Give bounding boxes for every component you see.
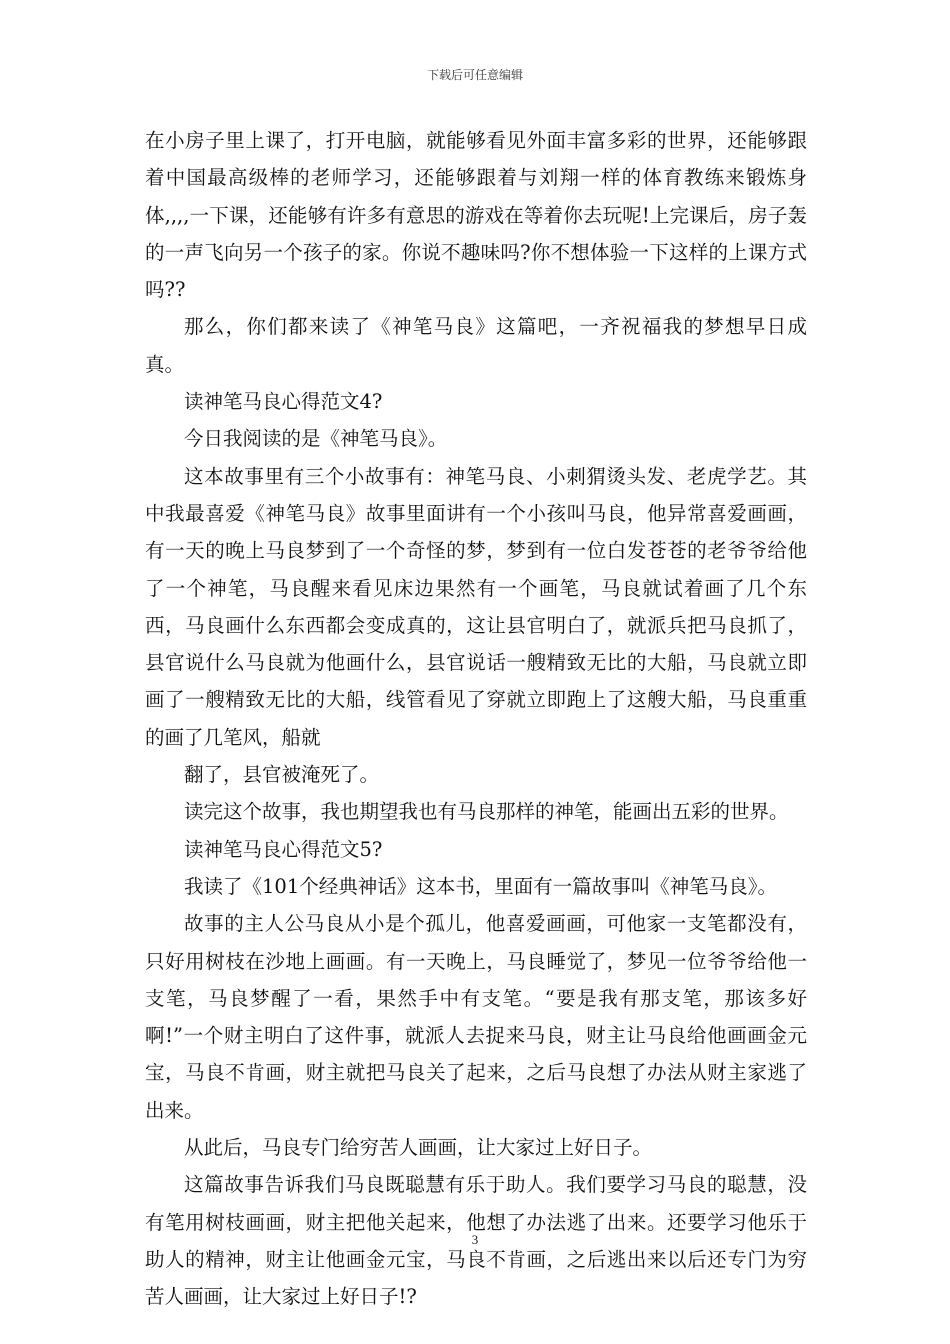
page-header: 下载后可任意编辑 bbox=[426, 68, 523, 82]
paragraph-story-5: 故事的主人公马良从小是个孤儿，他喜爱画画，可他家一支笔都没有，只好用树枝在沙地上画画。有一天晚上，马良睡觉了，梦见一位爷爷给他一支笔，马良梦醒了一看，果然手中有支笔。“要是我有那支笔，那该多好啊!”一个财主明白了这件事，就派人去捉来马良，财主让马良给他画画金元宝，马良不肯画，财主就把马良关了起来，之后马良想了办法从财主家逃了出来。 bbox=[145, 912, 807, 1122]
paragraph-afterward-5: 从此后，马良专门给穷苦人画画，让大家过上好日子。 bbox=[184, 1136, 653, 1160]
section-heading-5: 读神笔马良心得范文5? bbox=[184, 837, 383, 861]
page-number: 3 bbox=[471, 1232, 479, 1247]
paragraph-lesson-5: 这篇故事告诉我们马良既聪慧有乐于助人。我们要学习马良的聪慧，没有笔用树枝画画，财主把他关起来，他想了办法逃了出来。还要学习他乐于助人的精神，财主让他画金元宝，马良不肯画，之后逃出来以后还专门为穷苦人画画，让大家过上好日子!? bbox=[145, 1173, 807, 1309]
paragraph-intro-4: 今日我阅读的是《神笔马良》。 bbox=[184, 427, 448, 451]
paragraph-blessing: 那么，你们都来读了《神笔马良》这篇吧，一齐祝福我的梦想早日成真。 bbox=[145, 315, 807, 376]
paragraph-intro-5: 我读了《101个经典神话》这本书，里面有一篇故事叫《神笔马良》。 bbox=[184, 874, 777, 898]
paragraph-reflection-4: 读完这个故事，我也期望我也有马良那样的神笔，能画出五彩的世界。 bbox=[184, 800, 789, 824]
paragraph-story-4: 这本故事里有三个小故事有：神笔马良、小刺猬烫头发、老虎学艺。其中我最喜爱《神笔马良》故事里面讲有一个小孩叫马良，他异常喜爱画画，有一天的晚上马良梦到了一个奇怪的梦，梦到有一位白发苍苍的老爷爷给他了一个神笔，马良醒来看见床边果然有一个画笔，马良就试着画了几个东西，马良画什么东西都会变成真的，这让县官明白了，就派兵把马良抓了，县官说什么马良就为他画什么，县官说话一艘精致无比的大船，马良就立即画了一艘精致无比的大船，线管看见了穿就立即跑上了这艘大船，马良重重的画了几笔风，船就 bbox=[145, 464, 807, 749]
paragraph-story-end-4: 翻了，县官被淹死了。 bbox=[184, 763, 380, 787]
paragraph-continuation: 在小房子里上课了，打开电脑，就能够看见外面丰富多彩的世界，还能够跟着中国最高级棒的老师学习，还能够跟着与刘翔一样的体育教练来锻炼身体,,,,一下课，还能够有许多有意思的游戏在等着你去玩呢!上完课后，房子轰的一声飞向另一个孩子的家。你说不趣味吗?你不想体验一下这样的上课方式吗?? bbox=[145, 129, 807, 302]
document-body bbox=[145, 122, 807, 1316]
section-heading-4: 读神笔马良心得范文4? bbox=[184, 390, 383, 414]
